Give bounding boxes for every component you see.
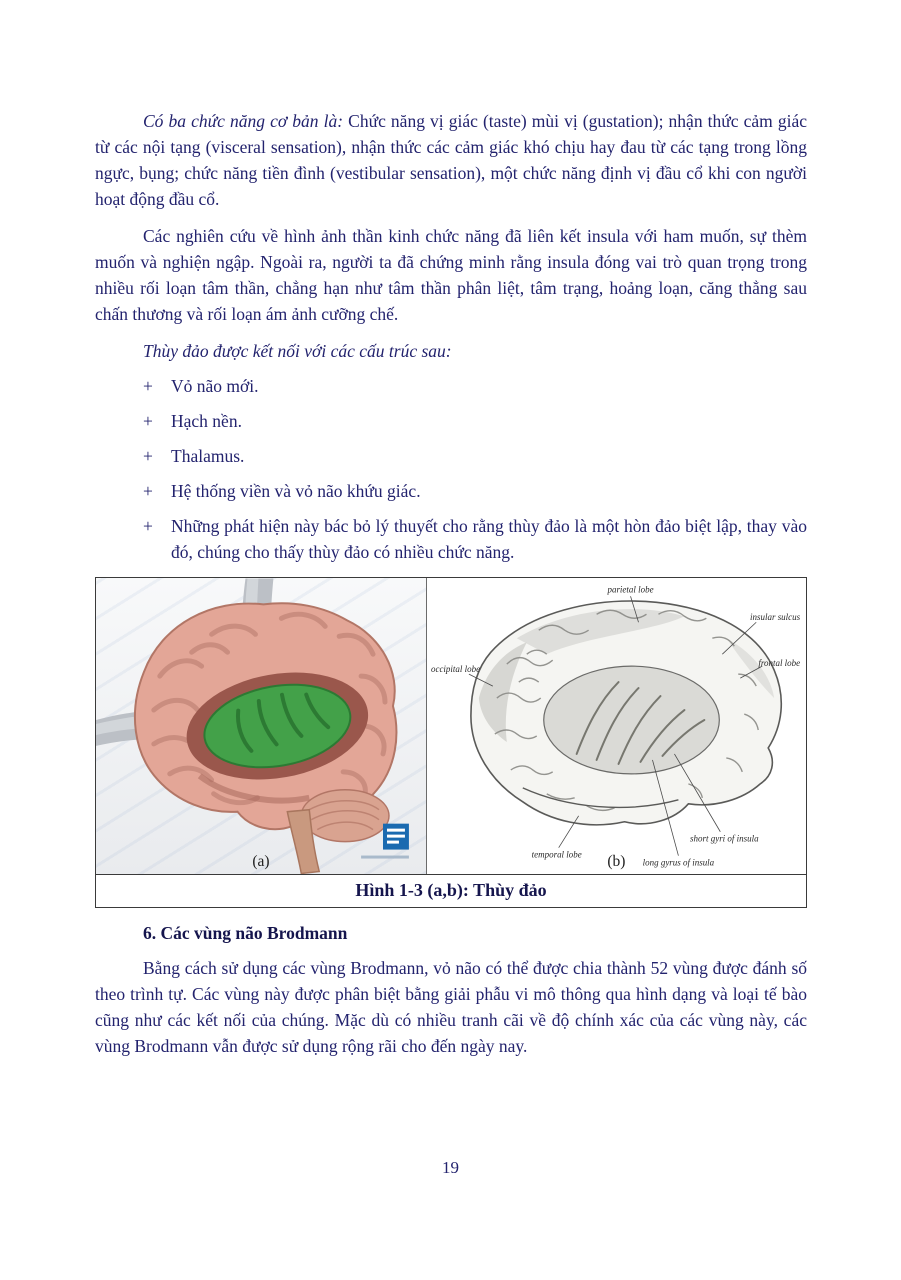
plus-marker: + — [143, 446, 153, 466]
figure-sublabel-b: (b) — [607, 853, 626, 870]
figure-caption: Hình 1-3 (a,b): Thùy đảo — [96, 874, 806, 907]
list-item — [95, 513, 807, 565]
list-item — [95, 408, 807, 434]
figure-sublabel-a: (a) — [252, 853, 270, 870]
section-heading-brodmann: 6. Các vùng não Brodmann — [143, 923, 348, 943]
paragraph-imaging-studies: Các nghiên cứu về hình ảnh thần kinh chức năng đã liên kết insula với ham muốn, sự thèm muốn và nghiện ngập. Ngoài ra, người ta đã chứng minh rằng insula đóng vai trò quan trọng trong nhiều rối loạn tâm thần, chẳng hạn như tâm thần phân liệt, tâm trạng, hoảng loạn, căng thẳng sau chấn thương và rối loạn ám ảnh cưỡng chế. — [95, 226, 807, 324]
insula-photo-image — [96, 578, 426, 874]
figure-1-3 — [95, 577, 807, 908]
paragraph-lead-rest: Chức năng vị giác (taste) mùi vị (gustation); nhận thức cảm giác từ các nội tạng (visceral sensation), nhận thức các cảm giác khó chịu hay đau từ các tạng trong lồng ngực, bụng; chức năng tiền đình (vestibular sensation), một chức năng định vị đầu cổ khi con người hoạt động đầu cổ. — [95, 111, 807, 209]
label-short-gyri: short gyri of insula — [689, 833, 759, 844]
list-item — [95, 478, 807, 504]
figure-panel-b — [427, 578, 806, 874]
label-frontal-lobe: frontal lobe — [758, 658, 800, 669]
plus-marker: + — [143, 376, 153, 396]
paragraph-brodmann: Bằng cách sử dụng các vùng Brodmann, vỏ não có thể được chia thành 52 vùng được đánh số theo trình tự. Các vùng này được phân biệt bằng giải phẫu vi mô thông qua hình dạng và loại tế bào cũng như các kết nối của chúng. Mặc dù có nhiều tranh cãi về độ chính xác của các vùng này, các vùng Brodmann vẫn được sử dụng rộng rãi cho đến ngày nay. — [95, 958, 807, 1056]
label-temporal-lobe: temporal lobe — [531, 849, 582, 860]
page-content — [95, 108, 807, 1070]
plus-marker: + — [143, 411, 153, 431]
label-insular-sulcus: insular sulcus — [749, 612, 800, 623]
list-item — [95, 373, 807, 399]
label-parietal-lobe: parietal lobe — [607, 584, 654, 595]
figure-panel-a — [96, 578, 427, 874]
list-item-text: Vỏ não mới. — [171, 376, 259, 396]
paragraph-lead-italic: Có ba chức năng cơ bản là: — [143, 111, 344, 131]
paragraph-functions — [95, 108, 807, 212]
paragraph-connections-intro: Thùy đảo được kết nối với các cấu trúc sau: — [143, 341, 452, 361]
page-number: 19 — [442, 1158, 459, 1177]
connections-list — [95, 373, 807, 565]
list-item-text: Thalamus. — [171, 446, 245, 466]
figure-panels — [96, 578, 806, 874]
list-item-text: Hạch nền. — [171, 411, 242, 431]
list-item — [95, 443, 807, 469]
list-item-text: Những phát hiện này bác bỏ lý thuyết cho rằng thùy đảo là một hòn đảo biệt lập, thay vào đó, chúng cho thấy thùy đảo có nhiều chức năng. — [171, 516, 807, 562]
plus-marker: + — [143, 481, 153, 501]
brain-engraving-image — [427, 578, 806, 874]
label-occipital-lobe: occipital lobe — [430, 664, 480, 675]
label-long-gyrus: long gyrus of insula — [642, 857, 715, 868]
plus-marker: + — [143, 516, 153, 536]
list-item-text: Hệ thống viền và vỏ não khứu giác. — [171, 481, 421, 501]
